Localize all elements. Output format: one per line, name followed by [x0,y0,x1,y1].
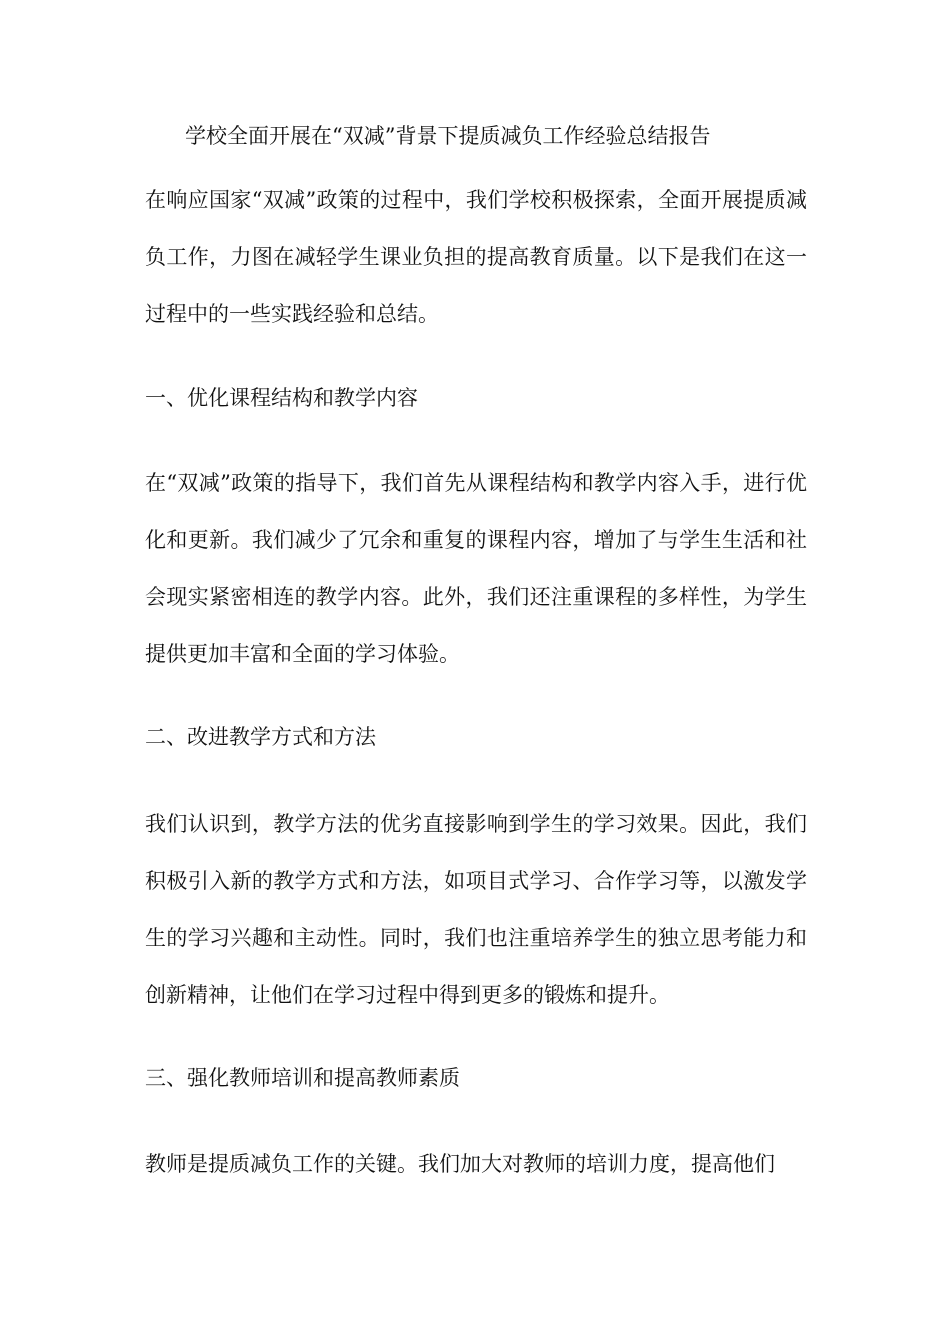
intro-paragraph: 在响应国家“双减”政策的过程中，我们学校积极探索，全面开展提质减负工作，力图在减轻学生课业负担的提高教育质量。以下是我们在这一过程中的一些实践经验和总结。 [145,188,807,326]
section-body-3: 教师是提质减负工作的关键。我们加大对教师的培训力度，提高他们 [145,1152,775,1176]
section-heading-1: 一、优化课程结构和教学内容 [145,386,418,410]
section-heading-3: 三、强化教师培训和提高教师素质 [145,1066,460,1090]
document-title: 学校全面开展在“双减”背景下提质减负工作经验总结报告 [185,124,711,148]
section-body-2: 我们认识到，教学方法的优劣直接影响到学生的学习效果。因此，我们积极引入新的教学方式和方法，如项目式学习、合作学习等，以激发学生的学习兴趣和主动性。同时，我们也注重培养学生的独立思考能力和创新精神，让他们在学习过程中得到更多的锻炼和提升。 [145,812,807,1007]
section-heading-2: 二、改进教学方式和方法 [145,725,376,749]
section-body-1: 在“双减”政策的指导下，我们首先从课程结构和教学内容入手，进行优化和更新。我们减少了冗余和重复的课程内容，增加了与学生生活和社会现实紧密相连的教学内容。此外，我们还注重课程的多样性，为学生提供更加丰富和全面的学习体验。 [145,471,807,666]
